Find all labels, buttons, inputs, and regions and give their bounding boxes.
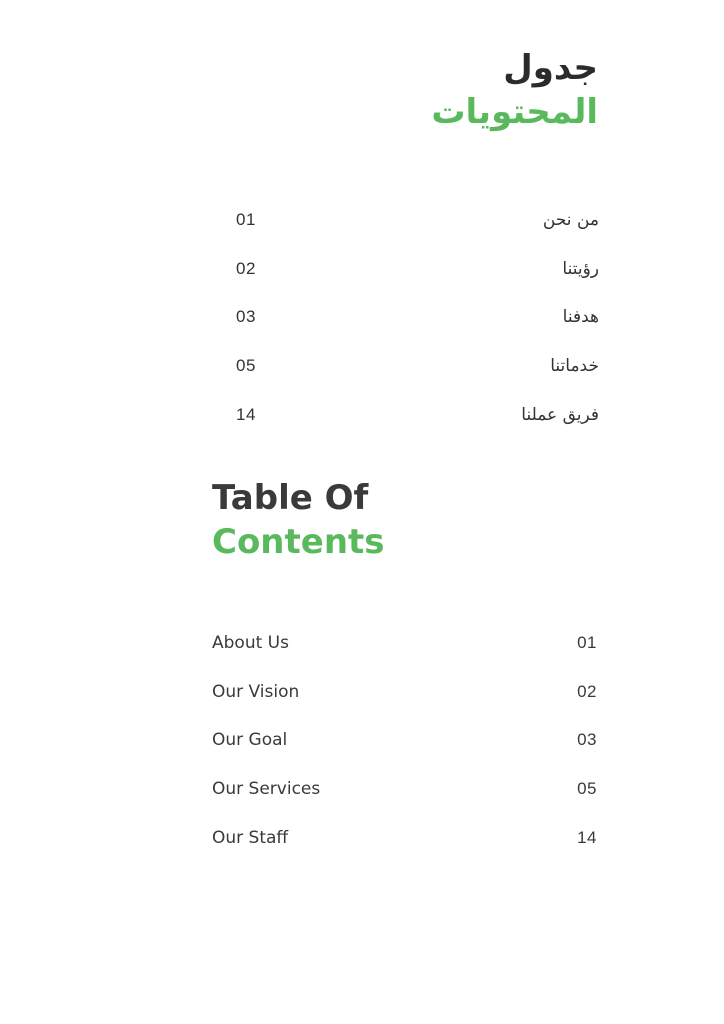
english-toc-label: Our Services xyxy=(212,779,321,800)
english-toc-item[interactable] xyxy=(212,765,597,814)
english-toc-label: Our Staff xyxy=(212,827,289,848)
arabic-toc-title xyxy=(431,46,598,134)
arabic-toc-page-number: 05 xyxy=(236,356,256,376)
english-toc-label: About Us xyxy=(212,633,289,654)
english-toc-item[interactable] xyxy=(212,668,597,717)
english-toc-page-number: 05 xyxy=(577,779,597,799)
arabic-toc-item[interactable] xyxy=(236,245,599,294)
arabic-toc-label: فريق عملنا xyxy=(521,404,599,425)
english-title-line2: Contents xyxy=(212,522,385,562)
arabic-toc-page-number: 14 xyxy=(236,404,256,424)
english-toc-page-number: 02 xyxy=(577,681,597,701)
arabic-title-line2: المحتويات xyxy=(431,92,598,132)
arabic-toc-page-number: 03 xyxy=(236,307,256,327)
english-toc-page-number: 01 xyxy=(577,633,597,653)
english-toc-label: Our Goal xyxy=(212,730,288,751)
english-toc-item[interactable] xyxy=(212,813,597,862)
arabic-title-line1: جدول xyxy=(503,48,598,88)
english-toc-item[interactable] xyxy=(212,716,597,765)
english-toc-item[interactable] xyxy=(212,619,597,668)
arabic-toc-item[interactable] xyxy=(236,390,599,439)
arabic-toc-page-number: 01 xyxy=(236,210,256,230)
arabic-toc-label: خدماتنا xyxy=(550,356,599,377)
english-toc-title xyxy=(212,476,385,564)
arabic-toc-item[interactable] xyxy=(236,342,599,391)
arabic-toc-label: من نحن xyxy=(542,210,599,231)
english-toc-page-number: 03 xyxy=(577,730,597,750)
english-toc-page-number: 14 xyxy=(577,827,597,847)
arabic-toc-label: رؤيتنا xyxy=(562,258,599,279)
english-toc-list xyxy=(212,619,597,862)
english-title-line1: Table Of xyxy=(212,478,369,518)
arabic-toc-item[interactable] xyxy=(236,293,599,342)
arabic-toc-list xyxy=(236,196,599,439)
arabic-toc-item[interactable] xyxy=(236,196,599,245)
arabic-toc-label: هدفنا xyxy=(562,307,599,328)
english-toc-label: Our Vision xyxy=(212,681,300,702)
arabic-toc-page-number: 02 xyxy=(236,258,256,278)
